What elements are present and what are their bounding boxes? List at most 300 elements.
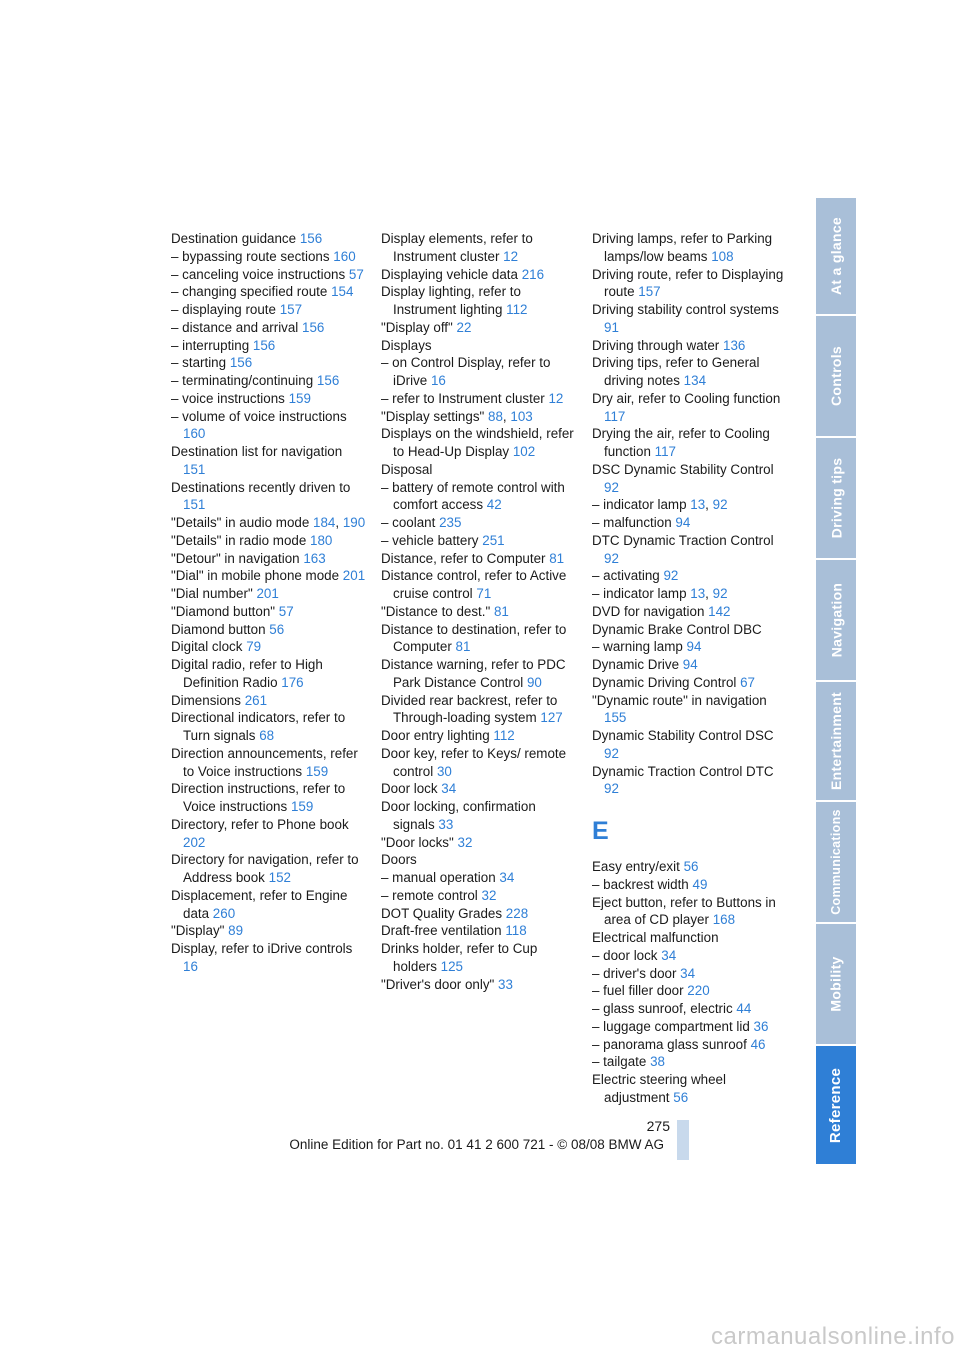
page-reference-link[interactable]: 71: [476, 586, 492, 601]
index-entry: [592, 674, 788, 692]
index-entry-term: DVD for navigation: [592, 603, 705, 619]
index-entry-term: Distance warning, refer to PDC Park Distance Control: [381, 657, 566, 690]
index-entry: [592, 354, 788, 390]
index-entry-term: – door lock: [592, 947, 658, 963]
index-entry-term: Digital radio, refer to High Definition Radio: [171, 657, 323, 690]
index-entry-term: Driving lamps, refer to Parking lamps/low beams: [592, 231, 773, 264]
page-reference-link[interactable]: 157: [638, 284, 661, 300]
index-entry: [381, 354, 577, 390]
index-entry: [171, 372, 367, 390]
index-entry-term: – on Control Display, refer to iDrive: [381, 355, 551, 388]
index-entry-term: Distance control, refer to Active cruise control: [381, 568, 567, 601]
index-entry-term: Doors: [381, 852, 417, 868]
index-entry: [381, 869, 577, 887]
index-entry: [381, 922, 577, 940]
index-entry: [381, 337, 577, 355]
chapter-tab-label: Reference: [827, 1067, 845, 1143]
index-entry-term: Display elements, refer to Instrument cluster: [381, 231, 533, 264]
page-reference-link[interactable]: 118: [505, 923, 527, 939]
index-entry: [171, 851, 367, 887]
index-entry-term: "Display settings": [381, 408, 485, 424]
page-reference-link[interactable]: 117: [654, 444, 676, 459]
page-reference-link[interactable]: 156: [229, 355, 253, 371]
index-entry: [381, 283, 577, 319]
chapter-tab-label: Mobility: [828, 956, 845, 1012]
index-entry: [171, 745, 367, 781]
index-entry: [171, 709, 367, 745]
chapter-tab-label: Driving tips: [828, 457, 845, 539]
index-entry: [171, 887, 367, 923]
index-entry-term: Dry air, refer to Cooling function: [592, 390, 781, 406]
page-reference-link[interactable]: 160: [333, 248, 356, 264]
page-reference-link[interactable]: 159: [305, 763, 329, 779]
index-letter-heading: E: [592, 817, 609, 845]
page-reference-link[interactable]: 159: [290, 799, 314, 814]
index-entry-term: Dynamic Brake Control DBC: [592, 621, 762, 637]
index-entry-term: – terminating/continuing: [171, 373, 314, 388]
page-reference-link[interactable]: 154: [331, 284, 354, 300]
page-reference-link[interactable]: 127: [540, 710, 563, 726]
page-reference-link[interactable]: 142: [708, 603, 731, 619]
index-entry: [381, 390, 577, 408]
index-entry: [381, 567, 577, 603]
page-reference-link[interactable]: 81: [493, 603, 509, 619]
index-entry: [381, 425, 577, 461]
index-entry: [171, 780, 367, 816]
index-entry-term: – remote control: [381, 887, 478, 903]
index-entry: [381, 887, 577, 905]
footer-edition-note: Online Edition for Part no. 01 41 2 600 721 - © 08/08 BMW AG: [289, 1137, 664, 1152]
index-entry-term: Dynamic Stability Control DSC: [592, 728, 774, 743]
page-reference-link[interactable]: 152: [268, 870, 291, 885]
page-reference-link[interactable]: 90: [526, 674, 542, 690]
index-entry: [171, 354, 367, 372]
index-entry: [171, 692, 367, 710]
chapter-tabs: [816, 198, 856, 1160]
index-entry-term: DTC Dynamic Traction Control: [592, 532, 774, 548]
index-entry-term: Direction instructions, refer to Voice instructions: [171, 781, 346, 814]
page-reference-link[interactable]: 92: [604, 550, 619, 566]
page-reference-link[interactable]: 163: [303, 550, 326, 566]
index-entry-term: Disposal: [381, 461, 433, 477]
index-entry: [171, 390, 367, 408]
index-entry-term: "Distance to dest.": [381, 603, 491, 619]
index-entry-term: Destination list for navigation: [171, 444, 343, 459]
index-entry: [381, 621, 577, 657]
index-entry-term: Displays: [381, 337, 432, 353]
index-entry-term: Displacement, refer to Engine data: [171, 887, 348, 921]
index-entry-term: DSC Dynamic Stability Control: [592, 461, 774, 477]
page-reference-link[interactable]: 92: [712, 497, 728, 513]
page-reference-link[interactable]: 261: [244, 692, 268, 708]
index-column-1: [171, 230, 367, 976]
page-reference-link[interactable]: 220: [687, 983, 710, 999]
page-reference-link[interactable]: 34: [661, 947, 677, 963]
index-entry-term: Door entry lighting: [381, 728, 490, 743]
index-entry-term: "Diamond button": [171, 603, 276, 619]
index-entry: [592, 656, 788, 674]
index-entry: [592, 461, 788, 497]
index-entry: [171, 550, 367, 568]
page-reference-link[interactable]: 79: [246, 639, 262, 655]
page-reference-link[interactable]: 16: [430, 373, 446, 388]
page-reference-link[interactable]: 92: [604, 781, 619, 797]
index-entry-term: Dynamic Driving Control: [592, 674, 737, 690]
index-entry-term: – canceling voice instructions: [171, 266, 346, 282]
index-entry-term: Display, refer to iDrive controls: [171, 941, 353, 956]
page-reference-link[interactable]: 103: [510, 408, 533, 424]
index-entry: [381, 514, 577, 532]
index-entry: [171, 603, 367, 621]
index-entry-term: Distance, refer to Computer: [381, 550, 546, 566]
index-entry: [592, 567, 788, 585]
index-entry-term: Drinks holder, refer to Cup holders: [381, 941, 538, 974]
index-entry: [592, 894, 788, 930]
footer-accent-bar: [677, 1120, 689, 1160]
index-entry-term: – driver's door: [592, 965, 677, 981]
index-entry-term: "Door locks": [381, 834, 454, 850]
index-entry-term: Destinations recently driven to: [171, 479, 351, 495]
index-entry-term: – manual operation: [381, 870, 496, 885]
page-reference-link[interactable]: 81: [455, 639, 471, 655]
page-reference-link[interactable]: 155: [604, 710, 627, 726]
index-entry: [592, 230, 788, 266]
page-reference-link[interactable]: 46: [750, 1036, 766, 1052]
index-entry-term: – activating: [592, 568, 660, 584]
chapter-tab-label: Entertainment: [828, 691, 844, 791]
index-entry-term: "Display off": [381, 319, 453, 335]
index-entry: [381, 532, 577, 550]
index-entry-term: Displaying vehicle data: [381, 266, 518, 282]
page-reference-link[interactable]: 201: [342, 568, 366, 584]
index-entry-term: Dynamic Drive: [592, 657, 680, 672]
index-entry: [592, 425, 788, 461]
index-entry-term: – refer to Instrument cluster: [381, 390, 545, 406]
page-reference-link[interactable]: 235: [439, 515, 462, 530]
page-reference-link[interactable]: 34: [499, 870, 515, 885]
index-entry: [592, 965, 788, 983]
index-entry: [381, 656, 577, 692]
watermark: carmanualsonline.info: [711, 1323, 955, 1350]
index-entry: [592, 858, 788, 876]
index-entry-term: Dimensions: [171, 692, 241, 708]
index-entry: – indicator lamp 13, 92: [592, 497, 728, 513]
index-entry-term: Directional indicators, refer to Turn signals: [171, 710, 346, 743]
index-entry: [381, 266, 577, 284]
index-entry-term: – battery of remote control with comfort access: [381, 479, 565, 513]
index-entry: [171, 638, 367, 656]
index-entry-term: – starting: [171, 355, 227, 371]
chapter-tab-label: Navigation: [828, 582, 845, 658]
index-entry-term: Door locking, confirmation signals: [381, 799, 536, 832]
page-reference-link[interactable]: 33: [438, 816, 454, 832]
page-reference-link[interactable]: 92: [604, 745, 619, 761]
index-entry-term: Electrical malfunction: [592, 930, 719, 945]
index-entry-term: "Driver's door only": [381, 976, 495, 992]
index-entry-term: "Details" in audio mode: [171, 515, 310, 530]
page-reference-link[interactable]: 156: [252, 337, 276, 353]
page-reference-link[interactable]: 190: [342, 515, 366, 530]
page-reference-link[interactable]: 117: [604, 408, 626, 424]
page-reference-link[interactable]: 176: [281, 674, 304, 690]
index-entry-term: DOT Quality Grades: [381, 905, 503, 921]
index-entry-term: – voice instructions: [171, 390, 285, 406]
chapter-tab-label: Communications: [829, 809, 844, 915]
index-entry: [381, 319, 577, 337]
index-entry-term: – coolant: [381, 515, 436, 530]
page-reference-link[interactable]: 156: [299, 231, 323, 246]
index-entry: "Details" in audio mode 184, 190: [171, 515, 366, 530]
index-entry: [381, 745, 577, 781]
index-entry-term: Destination guidance: [171, 231, 297, 246]
page-reference-link[interactable]: 160: [183, 426, 206, 442]
page-reference-link[interactable]: 159: [288, 390, 311, 406]
index-entry-term: "Detour" in navigation: [171, 550, 300, 566]
index-entry: [381, 461, 577, 479]
index-entry-term: Driving stability control systems: [592, 302, 779, 317]
page-reference-link[interactable]: 34: [680, 965, 696, 981]
page-reference-link[interactable]: 201: [256, 586, 279, 601]
page-reference-link[interactable]: 112: [506, 302, 528, 317]
page-reference-link[interactable]: 92: [663, 568, 679, 584]
index-entry-term: – distance and arrival: [171, 319, 299, 335]
page-reference-link[interactable]: 34: [441, 781, 457, 797]
index-entry-term: – luggage compartment lid: [592, 1018, 750, 1034]
page-reference-link[interactable]: 56: [269, 621, 285, 637]
index-entry-term: "Dial number": [171, 586, 253, 601]
index-entry: [171, 567, 367, 585]
index-entry: "Display settings" 88, 103: [381, 408, 533, 424]
index-entry: [592, 301, 788, 337]
page-reference-link[interactable]: 94: [686, 639, 702, 655]
index-entry-term: – changing specified route: [171, 284, 328, 300]
index-entry-term: "Details" in radio mode: [171, 532, 307, 548]
chapter-tab-controls[interactable]: [816, 316, 856, 436]
page-reference-link[interactable]: 108: [711, 248, 734, 264]
index-entry-term: – backrest width: [592, 876, 689, 892]
index-entry: [171, 319, 367, 337]
index-entry: [381, 780, 577, 798]
page-reference-link[interactable]: 89: [228, 923, 244, 939]
index-entry: [381, 976, 577, 994]
index-entry-term: Displays on the windshield, refer to Head-Up Display: [381, 426, 574, 459]
chapter-tab-mobility[interactable]: [816, 924, 856, 1044]
page-reference-link[interactable]: 32: [481, 887, 497, 903]
index-entry: – indicator lamp 13, 92: [592, 586, 728, 601]
index-entry-term: – tailgate: [592, 1054, 647, 1070]
page-reference-link[interactable]: 13: [690, 497, 706, 513]
index-entry-term: "Dynamic route" in navigation: [592, 692, 767, 708]
page-reference-link[interactable]: 157: [279, 302, 303, 317]
page-reference-link[interactable]: 92: [604, 479, 619, 495]
index-entry: [171, 479, 367, 515]
page-reference-link[interactable]: 94: [675, 515, 691, 530]
page-reference-link[interactable]: 12: [503, 248, 519, 264]
index-entry: [381, 692, 577, 728]
page-reference-link[interactable]: 56: [673, 1089, 689, 1105]
page-reference-link[interactable]: 92: [712, 586, 728, 601]
index-entry: [592, 929, 788, 947]
index-entry-term: Easy entry/exit: [592, 859, 680, 874]
index-entry-term: "Display": [171, 923, 225, 939]
index-entry: [592, 692, 788, 728]
chapter-tab-driving-tips[interactable]: [816, 438, 856, 558]
chapter-tab-communications[interactable]: [816, 802, 856, 922]
index-entry-term: Direction announcements, refer to Voice instructions: [171, 745, 358, 779]
index-entry-term: – glass sunroof, electric: [592, 1001, 733, 1016]
index-entry: [381, 603, 577, 621]
index-entry: [592, 337, 788, 355]
index-entry: [592, 727, 788, 763]
page-reference-link[interactable]: 33: [498, 976, 513, 992]
page-reference-link[interactable]: 94: [682, 657, 698, 672]
index-entry-term: Directory for navigation, refer to Address book: [171, 852, 359, 885]
index-entry-term: "Dial" in mobile phone mode: [171, 568, 340, 584]
index-entry: [171, 283, 367, 301]
index-entry: [171, 230, 367, 248]
index-entry-term: – vehicle battery: [381, 532, 479, 548]
page-reference-link[interactable]: 36: [753, 1018, 769, 1034]
index-entry-term: – fuel filler door: [592, 983, 684, 999]
page-reference-link[interactable]: 12: [548, 390, 564, 406]
index-entry-term: Diamond button: [171, 621, 266, 637]
chapter-tab-label: At a glance: [828, 217, 844, 295]
page-reference-link[interactable]: 13: [690, 586, 706, 601]
page-reference-link[interactable]: 38: [650, 1054, 665, 1070]
page-reference-link[interactable]: 81: [549, 550, 565, 566]
index-entry: [592, 1000, 788, 1018]
page-reference-link[interactable]: 56: [683, 859, 699, 874]
index-entry: [381, 940, 577, 976]
page-reference-link[interactable]: 134: [683, 373, 707, 388]
index-entry-term: Door key, refer to Keys/ remote control: [381, 745, 567, 779]
index-entry: [592, 638, 788, 656]
index-entry: [592, 876, 788, 894]
index-entry: [171, 337, 367, 355]
page-reference-link[interactable]: 57: [348, 266, 364, 282]
index-entry: [171, 940, 367, 976]
page-reference-link[interactable]: 102: [512, 444, 536, 459]
page-reference-link[interactable]: 68: [259, 728, 275, 743]
index-entry: [171, 816, 367, 852]
index-entry: [592, 947, 788, 965]
page-reference-link[interactable]: 251: [482, 532, 505, 548]
index-entry: [592, 266, 788, 302]
index-entry: [381, 834, 577, 852]
page-reference-link[interactable]: 151: [183, 461, 206, 477]
page-reference-link[interactable]: 156: [302, 319, 325, 335]
index-entry-term: – malfunction: [592, 515, 672, 530]
index-entry: [592, 1053, 788, 1071]
index-entry: [171, 443, 367, 479]
page-reference-link[interactable]: 16: [183, 958, 198, 974]
index-entry: [592, 603, 788, 621]
page-reference-link[interactable]: 180: [310, 532, 333, 548]
index-entry: [592, 514, 788, 532]
index-entry-term: Driving route, refer to Displaying route: [592, 266, 784, 300]
page-reference-link[interactable]: 136: [723, 337, 746, 353]
page-reference-link[interactable]: 228: [505, 905, 529, 921]
index-entry-term: – warning lamp: [592, 639, 683, 655]
index-entry: [381, 479, 577, 515]
index-entry: [381, 905, 577, 923]
page-reference-link[interactable]: 22: [456, 319, 472, 335]
chapter-tab-entertainment[interactable]: [816, 682, 856, 800]
page-reference-link[interactable]: 49: [692, 876, 708, 892]
index-entry-term: Directory, refer to Phone book: [171, 816, 349, 832]
index-entry: [381, 230, 577, 266]
page-reference-link[interactable]: 67: [740, 674, 756, 690]
index-entry-term: Draft-free ventilation: [381, 923, 502, 939]
page-reference-link[interactable]: 202: [183, 834, 206, 850]
page-reference-link[interactable]: 151: [183, 497, 206, 513]
index-entry: [592, 763, 788, 799]
index-entry-term: – panorama glass sunroof: [592, 1036, 747, 1052]
index-entry: [171, 532, 367, 550]
page-number: 275: [646, 1118, 670, 1134]
index-entry-term: Dynamic Traction Control DTC: [592, 763, 774, 779]
page-reference-link[interactable]: 57: [278, 603, 294, 619]
page-reference-link[interactable]: 30: [436, 763, 452, 779]
chapter-tab-reference[interactable]: [816, 1046, 856, 1164]
index-entry-term: – indicator lamp: [592, 497, 687, 513]
page-reference-link[interactable]: 42: [486, 497, 502, 513]
index-entry-term: Display lighting, refer to Instrument lighting: [381, 284, 521, 317]
page-reference-link[interactable]: 156: [316, 373, 340, 388]
index-entry: [592, 1018, 788, 1036]
page-reference-link[interactable]: 88: [488, 408, 503, 424]
index-entry: [592, 982, 788, 1000]
index-entry: [171, 248, 367, 266]
index-entry: [592, 1036, 788, 1054]
index-entry: [381, 727, 577, 745]
page-reference-link[interactable]: 125: [440, 958, 463, 974]
index-entry: [171, 621, 367, 639]
index-column-2: [381, 230, 577, 993]
index-entry: [171, 585, 367, 603]
index-entry-term: Distance to destination, refer to Computer: [381, 621, 567, 655]
chapter-tab-navigation[interactable]: [816, 560, 856, 680]
index-entry: [171, 922, 367, 940]
index-entry-term: Driving through water: [592, 337, 720, 353]
index-entry: [592, 390, 788, 426]
index-entry: [171, 301, 367, 319]
page-reference-link[interactable]: 44: [736, 1001, 752, 1016]
page-reference-link[interactable]: 168: [712, 912, 736, 928]
page-reference-link[interactable]: 184: [313, 515, 336, 530]
index-entry-term: – bypassing route sections: [171, 248, 330, 264]
chapter-tab-at-a-glance[interactable]: [816, 198, 856, 314]
page-reference-link[interactable]: 260: [212, 905, 236, 921]
page-reference-link[interactable]: 32: [457, 834, 473, 850]
index-entry-term: Drying the air, refer to Cooling function: [592, 426, 770, 459]
index-entry: [381, 851, 577, 869]
index-entry-term: – indicator lamp: [592, 586, 687, 601]
index-entry: [171, 408, 367, 444]
page-reference-link[interactable]: 112: [493, 728, 515, 743]
index-entry-term: Digital clock: [171, 639, 243, 655]
index-entry-term: Electric steering wheel adjustment: [592, 1072, 726, 1105]
index-entry: [592, 1071, 788, 1107]
index-entry-term: Driving tips, refer to General driving notes: [592, 355, 760, 388]
page-reference-link[interactable]: 91: [604, 319, 619, 335]
index-entry-term: Door lock: [381, 781, 438, 797]
chapter-tab-label: Controls: [828, 346, 845, 406]
index-entry-term: Divided rear backrest, refer to Through-loading system: [381, 692, 558, 726]
index-entry: [381, 550, 577, 568]
page-reference-link[interactable]: 216: [521, 266, 545, 282]
index-column-3: [592, 230, 788, 1107]
